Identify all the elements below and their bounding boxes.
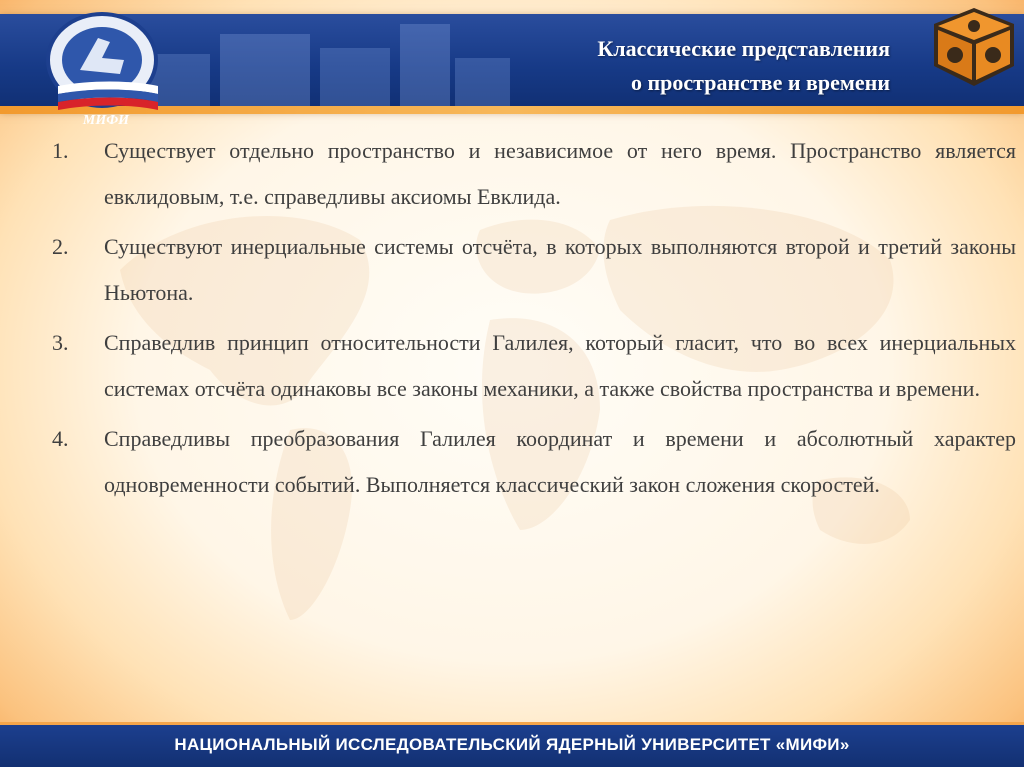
footer-bar bbox=[0, 722, 1024, 767]
list-item-number: 2. bbox=[52, 234, 69, 259]
list-item bbox=[52, 416, 1016, 508]
list-item-number: 4. bbox=[52, 426, 69, 451]
building-skyline-icon bbox=[150, 14, 510, 110]
slide-title bbox=[470, 32, 890, 100]
list-item-number: 3. bbox=[52, 330, 69, 355]
numbered-list bbox=[52, 128, 1016, 512]
list-item-text: Справедливы преобразования Галилея координат и времени и абсолютный характер одновременности событий. Выполняется классический закон сложения скоростей. bbox=[104, 426, 1016, 497]
mephi-logo-caption: МИФИ bbox=[82, 113, 130, 128]
mephi-emblem-icon bbox=[40, 8, 170, 128]
list-item-number: 1. bbox=[52, 138, 69, 163]
list-item-text: Существует отдельно пространство и независимое от него время. Пространство является евклидовым, т.е. справедливы аксиомы Евклида. bbox=[104, 138, 1016, 209]
list-item-text: Существуют инерциальные системы отсчёта, в которых выполняются второй и третий законы Ньютона. bbox=[104, 234, 1016, 305]
slide-title-line-1: Классические представления bbox=[597, 36, 890, 61]
orange-cube-logo-icon bbox=[928, 4, 1020, 90]
footer-university-name: НАЦИОНАЛЬНЫЙ ИССЛЕДОВАТЕЛЬСКИЙ ЯДЕРНЫЙ УНИВЕРСИТЕТ «МИФИ» bbox=[174, 735, 850, 754]
list-item bbox=[52, 320, 1016, 412]
list-item bbox=[52, 224, 1016, 316]
list-item bbox=[52, 128, 1016, 220]
list-item-text: Справедлив принцип относительности Галилея, который гласит, что во всех инерциальных системах отсчёта одинаковы все законы механики, а также свойства пространства и времени. bbox=[104, 330, 1016, 401]
slide-title-line-2: о пространстве и времени bbox=[630, 70, 890, 95]
